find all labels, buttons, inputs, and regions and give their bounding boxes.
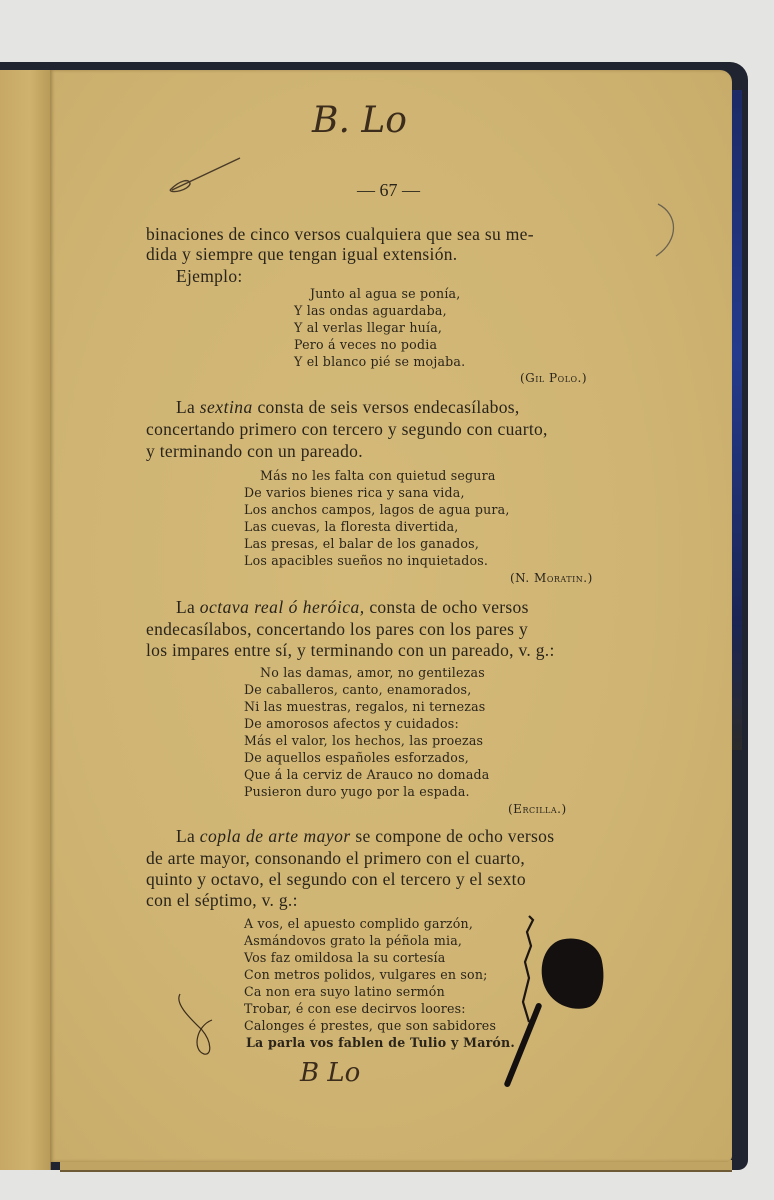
verse-line: Pero á veces no podia bbox=[294, 337, 438, 352]
paragraph-line: La copla de arte mayor se compone de ocho versos bbox=[176, 826, 555, 846]
pen-stroke-mark bbox=[160, 150, 250, 200]
term-copla: copla de arte mayor bbox=[199, 826, 351, 846]
attribution: (N. Moratin.) bbox=[510, 571, 593, 585]
verse-line: De caballeros, canto, enamorados, bbox=[244, 682, 472, 697]
verse-line: Calonges é prestes, que son sabidores bbox=[244, 1018, 497, 1033]
verse-line: No las damas, amor, no gentilezas bbox=[260, 665, 485, 680]
verse-line: Pusieron duro yugo por la espada. bbox=[244, 784, 470, 799]
paragraph-line: con el séptimo, v. g.: bbox=[146, 890, 298, 910]
verse-line: Los apacibles sueños no inquietados. bbox=[244, 553, 489, 568]
verse-line: Más el valor, los hechos, las proezas bbox=[244, 733, 484, 748]
paragraph-line: dida y siempre que tengan igual extensión. bbox=[146, 244, 458, 264]
ink-bracket-mark bbox=[515, 912, 545, 1032]
example-label: Ejemplo: bbox=[176, 266, 243, 286]
verse-line: De amorosos afectos y cuidados: bbox=[244, 716, 459, 731]
pencil-bracket-mark bbox=[650, 200, 690, 260]
verse-line: Las cuevas, la floresta divertida, bbox=[244, 519, 459, 534]
verse-line: Y el blanco pié se mojaba. bbox=[294, 354, 466, 369]
verse-line: A vos, el apuesto complido garzón, bbox=[244, 916, 474, 931]
paragraph-line: concertando primero con tercero y segundo con cuarto, bbox=[146, 419, 548, 439]
paragraph-line: de arte mayor, consonando el primero con el cuarto, bbox=[146, 848, 526, 868]
term-sextina: sextina bbox=[199, 397, 253, 417]
verse-line: Los anchos campos, lagos de agua pura, bbox=[244, 502, 510, 517]
paragraph-line: quinto y octavo, el segundo con el tercero y el sexto bbox=[146, 869, 526, 889]
paragraph-line: La sextina consta de seis versos endecasílabos, bbox=[176, 397, 520, 417]
verse-line: Y al verlas llegar huía, bbox=[294, 320, 443, 335]
verse-line: Que á la cerviz de Arauco no domada bbox=[244, 767, 490, 782]
verse-line: Con metros polidos, vulgares en son; bbox=[244, 967, 488, 982]
verse-line: De aquellos españoles esforzados, bbox=[244, 750, 469, 765]
paragraph-line: los impares entre sí, y terminando con un pareado, v. g.: bbox=[146, 640, 555, 660]
paragraph-line: binaciones de cinco versos cualquiera que sea su me- bbox=[146, 224, 534, 244]
verse-line: Y las ondas aguardaba, bbox=[294, 303, 447, 318]
left-page-edge bbox=[0, 70, 51, 1170]
handwritten-monogram-bottom: B Lo bbox=[300, 1058, 361, 1088]
paragraph-line: y terminando con un pareado. bbox=[146, 441, 363, 461]
verse-line: La parla vos fablen de Tulio y Marón. bbox=[246, 1035, 515, 1050]
verse-line: Más no les falta con quietud segura bbox=[260, 468, 496, 483]
verse-line: Ca non era suyo latino sermón bbox=[244, 984, 445, 999]
verse-line: Junto al agua se ponía, bbox=[310, 286, 461, 301]
verse-line: Ni las muestras, regalos, ni ternezas bbox=[244, 699, 486, 714]
attribution: (Ercilla.) bbox=[508, 802, 567, 816]
pen-loop-mark bbox=[172, 990, 222, 1060]
attribution: (Gil Polo.) bbox=[520, 371, 588, 385]
paragraph-line: endecasílabos, concertando los pares con los pares y bbox=[146, 619, 528, 639]
handwritten-monogram-top: B. Lo bbox=[312, 100, 407, 141]
verse-line: Vos faz omildosa la su cortesía bbox=[244, 950, 446, 965]
term-octava: octava real ó heróica, bbox=[199, 597, 365, 617]
verse-line: Asmándovos grato la péñola mia, bbox=[244, 933, 463, 948]
verse-line: Trobar, é con ese decirvos loores: bbox=[244, 1001, 466, 1016]
verse-line: Las presas, el balar de los ganados, bbox=[244, 536, 480, 551]
page-number: — 67 — bbox=[357, 180, 420, 200]
verse-line: De varios bienes rica y sana vida, bbox=[244, 485, 465, 500]
paragraph-line: La octava real ó heróica, consta de ocho versos bbox=[176, 597, 529, 617]
